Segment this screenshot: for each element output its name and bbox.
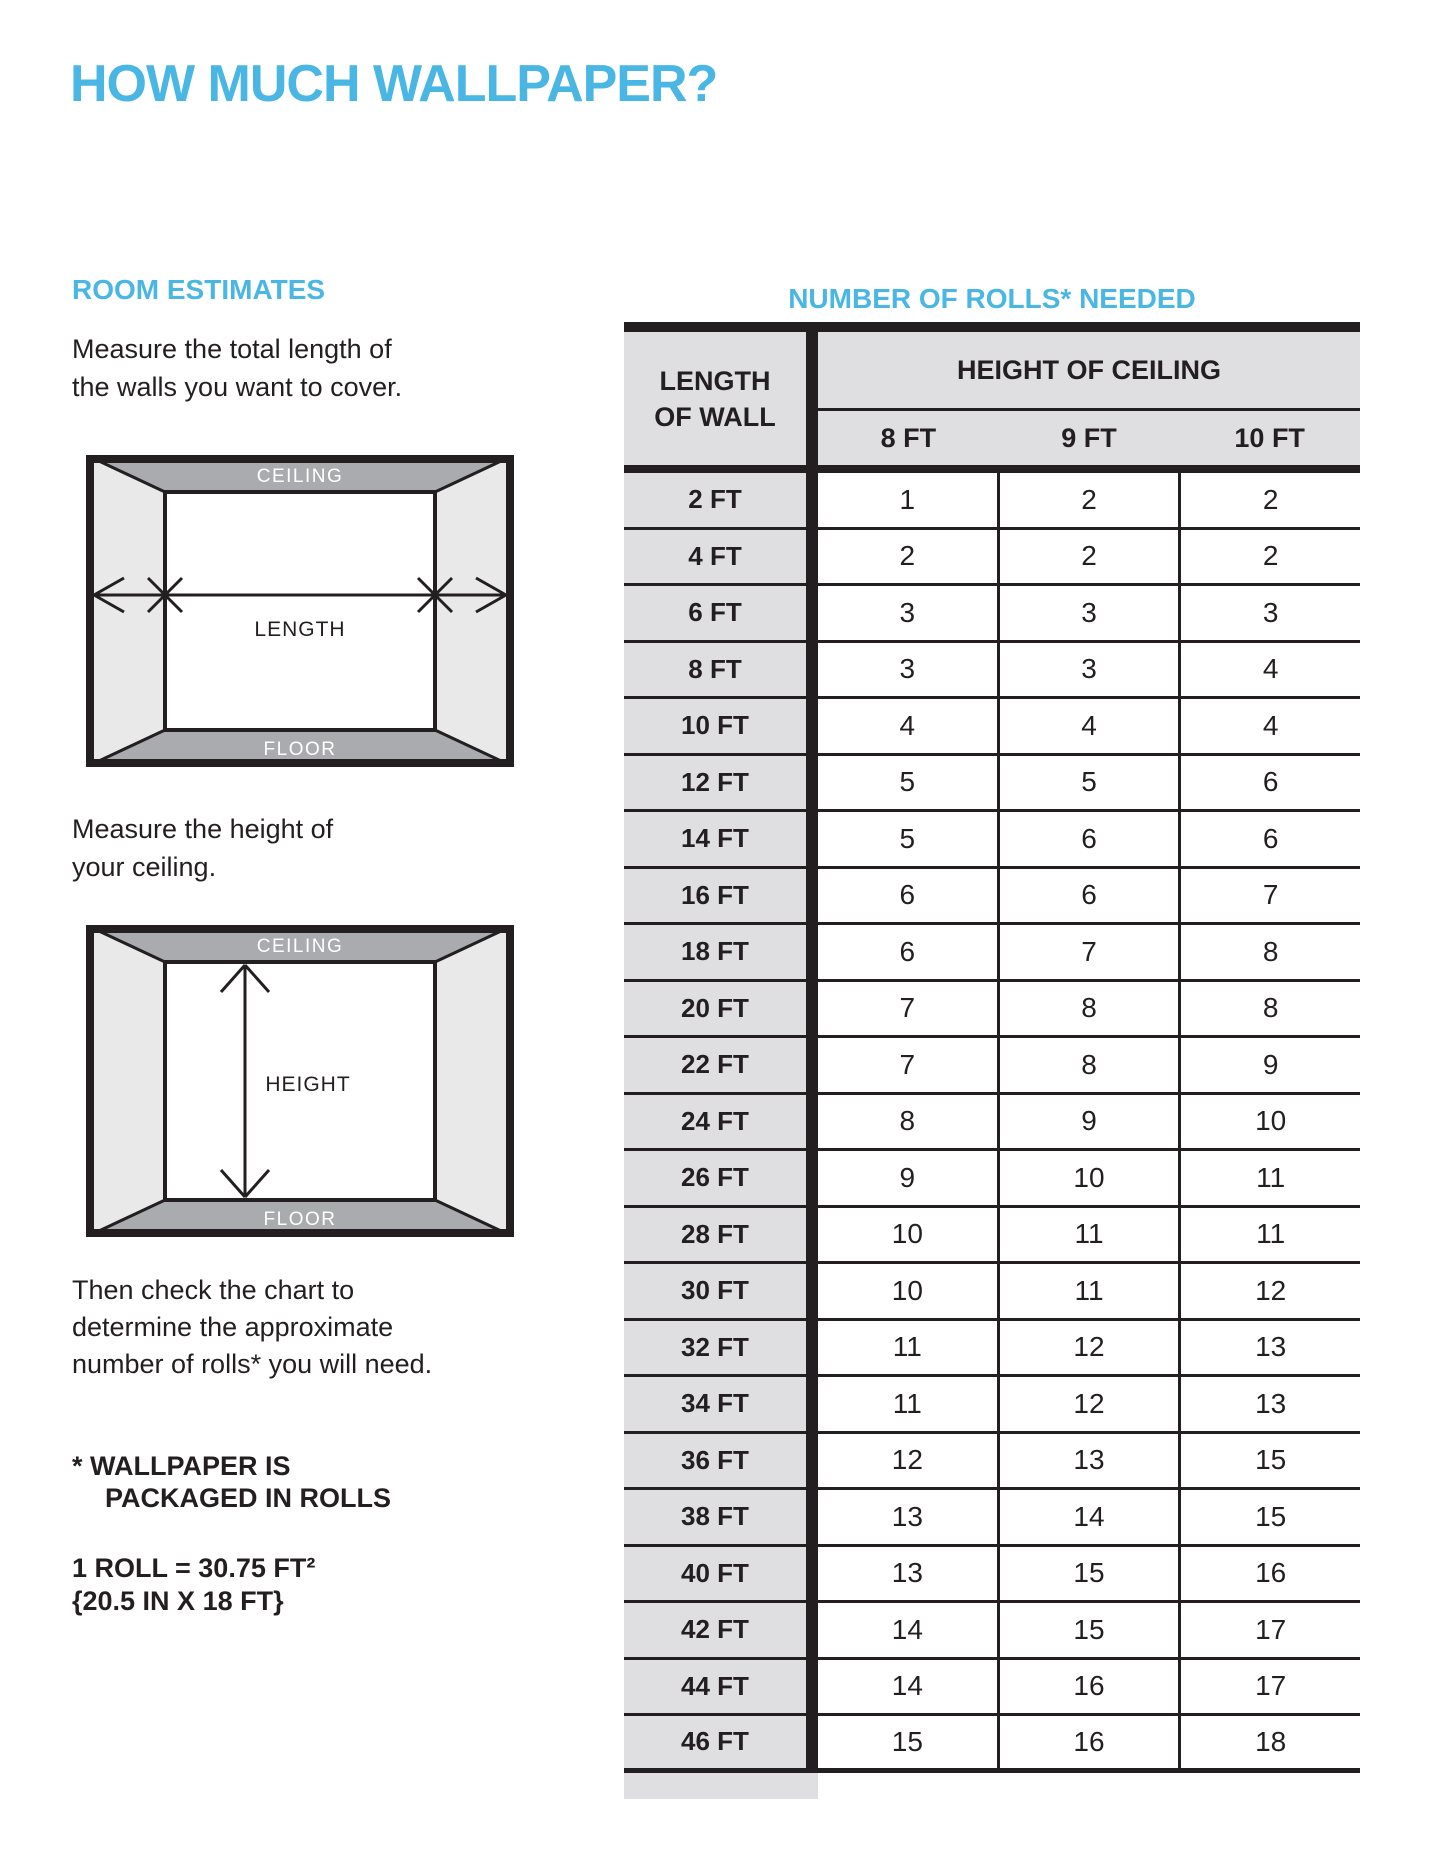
- table-row: [624, 1095, 1360, 1152]
- roll-count-cell: 10: [997, 1151, 1179, 1205]
- row-length-label: 30 FT: [624, 1264, 806, 1318]
- row-length-label: 34 FT: [624, 1377, 806, 1431]
- roll-count-cell: 18: [1178, 1716, 1360, 1768]
- roll-count-cell: 13: [1178, 1321, 1360, 1375]
- table-vertical-divider: [806, 586, 818, 640]
- roll-count-cell: 14: [818, 1660, 997, 1714]
- roll-count-cell: 1: [818, 473, 997, 527]
- roll-count-cell: 9: [818, 1151, 997, 1205]
- row-length-label: 14 FT: [624, 812, 806, 866]
- row-length-label: 10 FT: [624, 699, 806, 753]
- roll-count-cell: 8: [997, 1038, 1179, 1092]
- step1-line: the walls you want to cover.: [72, 372, 403, 402]
- table-row: [624, 1490, 1360, 1547]
- roll-count-cell: 14: [997, 1490, 1179, 1544]
- step3-line: Then check the chart to: [72, 1275, 355, 1305]
- height-label: HEIGHT: [265, 1073, 351, 1096]
- table-vertical-divider: [806, 1603, 818, 1657]
- rolls-table: [624, 322, 1360, 1799]
- table-vertical-divider: [806, 1547, 818, 1601]
- roll-count-cell: 7: [818, 982, 997, 1036]
- right-wall-panel: [435, 925, 514, 1237]
- roll-count-cell: 16: [997, 1716, 1179, 1768]
- step3-text: [72, 1272, 432, 1383]
- row-length-label: 4 FT: [624, 530, 806, 584]
- step1-line: Measure the total length of: [72, 334, 392, 364]
- rolls-needed-heading: NUMBER OF ROLLS* NEEDED: [788, 283, 1196, 314]
- roll-count-cell: 2: [818, 530, 997, 584]
- roll-count-cell: 6: [818, 869, 997, 923]
- length-label: LENGTH: [254, 618, 346, 641]
- roll-count-cell: 3: [997, 586, 1179, 640]
- roll-count-cell: 8: [997, 982, 1179, 1036]
- table-row: [624, 1264, 1360, 1321]
- table-row: [624, 756, 1360, 813]
- roll-count-cell: 12: [997, 1321, 1179, 1375]
- col-header-9ft: 9 FT: [1061, 422, 1117, 453]
- roll-count-cell: 7: [997, 925, 1179, 979]
- room-height-diagram: [86, 925, 514, 1237]
- roll-count-cell: 6: [997, 869, 1179, 923]
- room-estimates-heading: ROOM ESTIMATES: [72, 274, 326, 305]
- table-vertical-divider: [806, 1095, 818, 1149]
- table-body: [624, 473, 1360, 1773]
- roll-count-cell: 17: [1178, 1660, 1360, 1714]
- roll-count-cell: 3: [1178, 586, 1360, 640]
- ceiling-height-subheaders: [818, 411, 1360, 465]
- table-vertical-divider: [806, 1490, 818, 1544]
- row-length-label: 16 FT: [624, 869, 806, 923]
- back-wall-panel: [165, 492, 435, 730]
- roll-count-cell: 10: [1178, 1095, 1360, 1149]
- roll-count-cell: 4: [1178, 699, 1360, 753]
- row-length-label: 8 FT: [624, 643, 806, 697]
- table-vertical-divider: [806, 1660, 818, 1714]
- roll-count-cell: 8: [1178, 925, 1360, 979]
- table-vertical-divider: [806, 1208, 818, 1262]
- table-vertical-divider: [806, 982, 818, 1036]
- row-length-label: 46 FT: [624, 1716, 806, 1768]
- left-wall-panel: [86, 925, 165, 1237]
- floor-label: FLOOR: [263, 1209, 337, 1230]
- height-of-ceiling-header: HEIGHT OF CEILING: [818, 332, 1360, 411]
- roll-count-cell: 15: [997, 1547, 1179, 1601]
- roll-count-cell: 13: [1178, 1377, 1360, 1431]
- row-length-label: 6 FT: [624, 586, 806, 640]
- table-vertical-divider: [806, 1434, 818, 1488]
- table-vertical-divider: [806, 1377, 818, 1431]
- roll-count-cell: 4: [1178, 643, 1360, 697]
- roll-count-cell: 15: [1178, 1434, 1360, 1488]
- roll-count-cell: 11: [1178, 1151, 1360, 1205]
- table-row: [624, 699, 1360, 756]
- header-bottom-border: [624, 465, 1360, 473]
- table-row: [624, 1151, 1360, 1208]
- roll-count-cell: 13: [818, 1547, 997, 1601]
- roll-count-cell: 7: [1178, 869, 1360, 923]
- roll-size-info: [72, 1552, 315, 1618]
- table-row: [624, 982, 1360, 1039]
- roll-count-cell: 16: [997, 1660, 1179, 1714]
- ceiling-label: CEILING: [256, 466, 344, 487]
- table-header: [624, 332, 1360, 465]
- table-vertical-divider: [806, 1151, 818, 1205]
- roll-count-cell: 12: [1178, 1264, 1360, 1318]
- roll-count-cell: 8: [1178, 982, 1360, 1036]
- roll-count-cell: 13: [997, 1434, 1179, 1488]
- table-row: [624, 869, 1360, 926]
- table-vertical-divider: [806, 869, 818, 923]
- roll-count-cell: 14: [818, 1603, 997, 1657]
- left-wall-panel: [86, 455, 165, 767]
- table-row: [624, 586, 1360, 643]
- roll-count-cell: 2: [997, 473, 1179, 527]
- roll-count-cell: 10: [818, 1208, 997, 1262]
- table-vertical-divider: [806, 332, 818, 465]
- roll-count-cell: 2: [997, 530, 1179, 584]
- roll-count-cell: 5: [818, 756, 997, 810]
- col-header-10ft: 10 FT: [1234, 422, 1305, 453]
- row-length-label: 12 FT: [624, 756, 806, 810]
- table-row: [624, 925, 1360, 982]
- roll-count-cell: 6: [1178, 812, 1360, 866]
- floor-label: FLOOR: [263, 739, 337, 760]
- roll-count-cell: 11: [1178, 1208, 1360, 1262]
- row-length-label: 20 FT: [624, 982, 806, 1036]
- roll-count-cell: 11: [997, 1208, 1179, 1262]
- roll-count-cell: 3: [818, 643, 997, 697]
- table-vertical-divider: [806, 530, 818, 584]
- table-vertical-divider: [806, 925, 818, 979]
- step2-line: your ceiling.: [72, 852, 217, 882]
- footnote-line: PACKAGED IN ROLLS: [105, 1483, 392, 1513]
- roll-count-cell: 10: [818, 1264, 997, 1318]
- roll-count-cell: 15: [818, 1716, 997, 1768]
- row-length-label: 42 FT: [624, 1603, 806, 1657]
- table-vertical-divider: [806, 643, 818, 697]
- step3-line: determine the approximate: [72, 1312, 394, 1342]
- room-length-diagram: [86, 455, 514, 767]
- table-vertical-divider: [806, 699, 818, 753]
- table-vertical-divider: [806, 473, 818, 527]
- row-length-label: 2 FT: [624, 473, 806, 527]
- roll-size-line: 1 ROLL = 30.75 FT²: [72, 1553, 316, 1583]
- table-row: [624, 812, 1360, 869]
- table-row: [624, 530, 1360, 587]
- table-vertical-divider: [806, 1321, 818, 1375]
- length-of-wall-line: OF WALL: [654, 401, 776, 432]
- step2-line: Measure the height of: [72, 814, 334, 844]
- roll-count-cell: 11: [997, 1264, 1179, 1318]
- roll-count-cell: 15: [1178, 1490, 1360, 1544]
- roll-count-cell: 7: [818, 1038, 997, 1092]
- table-top-border: [624, 322, 1360, 332]
- footnote-line: * WALLPAPER IS: [72, 1451, 291, 1481]
- table-row: [624, 1603, 1360, 1660]
- length-of-wall-header: [624, 332, 806, 465]
- ceiling-label: CEILING: [256, 936, 344, 957]
- roll-count-cell: 9: [997, 1095, 1179, 1149]
- roll-count-cell: 6: [1178, 756, 1360, 810]
- roll-count-cell: 16: [1178, 1547, 1360, 1601]
- roll-count-cell: 11: [818, 1321, 997, 1375]
- step3-line: number of rolls* you will need.: [72, 1349, 433, 1379]
- row-length-label: 40 FT: [624, 1547, 806, 1601]
- row-length-label: 26 FT: [624, 1151, 806, 1205]
- roll-count-cell: 15: [997, 1603, 1179, 1657]
- roll-count-cell: 12: [818, 1434, 997, 1488]
- table-row: [624, 1547, 1360, 1604]
- table-vertical-divider: [806, 1038, 818, 1092]
- table-row: [624, 1208, 1360, 1265]
- step1-text: [72, 330, 402, 406]
- table-row: [624, 473, 1360, 530]
- page-title: HOW MUCH WALLPAPER?: [70, 55, 718, 113]
- table-vertical-divider: [806, 1264, 818, 1318]
- rolls-footnote: [72, 1450, 391, 1514]
- row-length-label: 36 FT: [624, 1434, 806, 1488]
- roll-size-line: {20.5 IN X 18 FT}: [72, 1586, 284, 1616]
- table-row: [624, 1434, 1360, 1491]
- roll-count-cell: 12: [997, 1377, 1179, 1431]
- table-row: [624, 1321, 1360, 1378]
- table-vertical-divider: [806, 756, 818, 810]
- table-row: [624, 1716, 1360, 1773]
- col-header-8ft: 8 FT: [880, 422, 937, 453]
- roll-count-cell: 17: [1178, 1603, 1360, 1657]
- row-length-label: 44 FT: [624, 1660, 806, 1714]
- row-length-label: 22 FT: [624, 1038, 806, 1092]
- table-vertical-divider: [806, 812, 818, 866]
- roll-count-cell: 13: [818, 1490, 997, 1544]
- right-wall-panel: [435, 455, 514, 767]
- roll-count-cell: 3: [818, 586, 997, 640]
- table-vertical-divider: [806, 1716, 818, 1768]
- roll-count-cell: 8: [818, 1095, 997, 1149]
- row-length-label: 32 FT: [624, 1321, 806, 1375]
- table-row: [624, 1660, 1360, 1717]
- roll-count-cell: 6: [818, 925, 997, 979]
- step2-text: [72, 810, 333, 886]
- length-of-wall-line: LENGTH: [659, 365, 771, 396]
- roll-count-cell: 2: [1178, 530, 1360, 584]
- roll-count-cell: 3: [997, 643, 1179, 697]
- row-length-label: 28 FT: [624, 1208, 806, 1262]
- row-length-label: 18 FT: [624, 925, 806, 979]
- roll-count-cell: 4: [997, 699, 1179, 753]
- roll-count-cell: 6: [997, 812, 1179, 866]
- row-length-label: 38 FT: [624, 1490, 806, 1544]
- roll-count-cell: 5: [818, 812, 997, 866]
- table-row: [624, 1038, 1360, 1095]
- roll-count-cell: 4: [818, 699, 997, 753]
- roll-count-cell: 2: [1178, 473, 1360, 527]
- table-gray-tail: [624, 1773, 818, 1799]
- roll-count-cell: 9: [1178, 1038, 1360, 1092]
- row-length-label: 24 FT: [624, 1095, 806, 1149]
- table-row: [624, 643, 1360, 700]
- roll-count-cell: 11: [818, 1377, 997, 1431]
- table-row: [624, 1377, 1360, 1434]
- roll-count-cell: 5: [997, 756, 1179, 810]
